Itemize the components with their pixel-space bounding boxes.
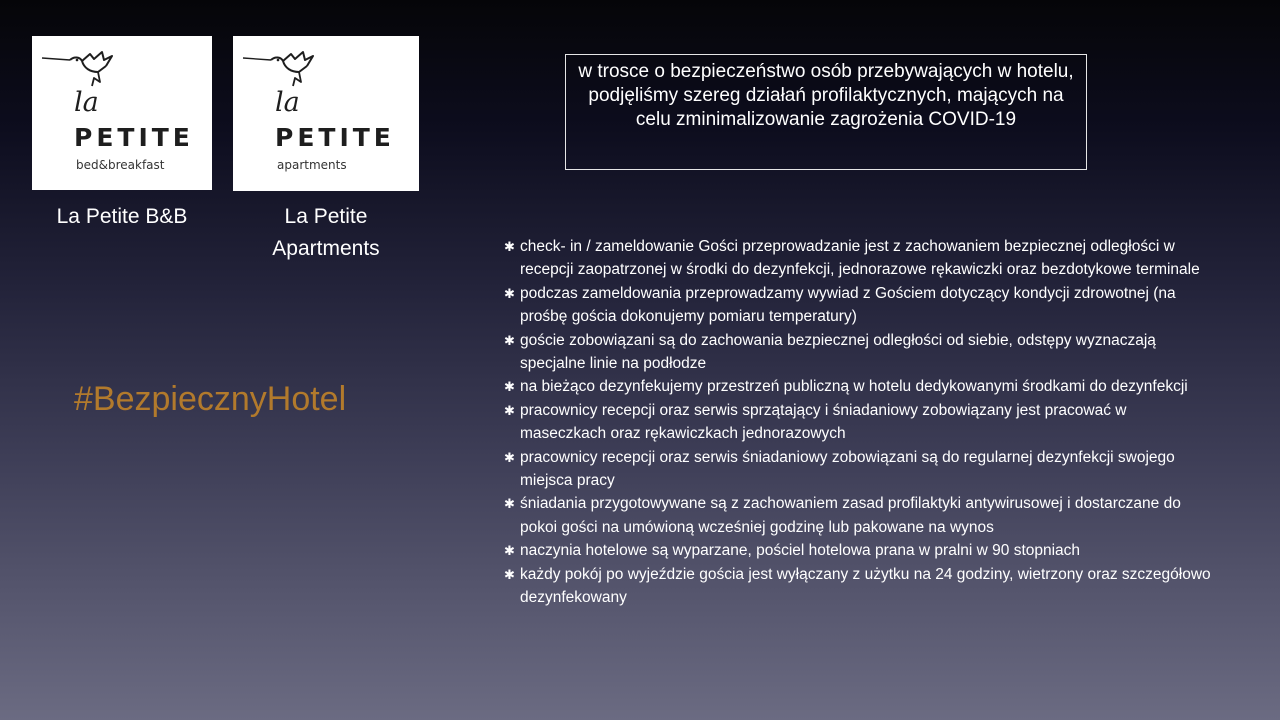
safety-measure-text: każdy pokój po wyjeździe gościa jest wyłączany z użytku na 24 godziny, wietrzony oraz szczegółowo dezynfekowany — [520, 565, 1211, 607]
safety-measure-text: śniadania przygotowywane są z zachowaniem zasad profilaktyki antywirusowej i dostarczane do pokoi gości na umówioną wcześniej godzinę lub pakowane na wynos — [520, 495, 1181, 536]
logo-subtitle: apartments — [277, 158, 347, 172]
safety-measure-item — [504, 492, 1216, 539]
asterisk-bullet-icon: ✱ — [504, 543, 515, 559]
safety-measure-text: pracownicy recepcji oraz serwis śniadaniowy zobowiązani są do regularnej dezynfekcji swojego miejsca pracy — [520, 448, 1175, 490]
caption-line: La Petite — [284, 205, 368, 228]
logo-la-petite-bb — [32, 36, 212, 190]
safety-measure-item — [504, 539, 1216, 562]
asterisk-bullet-icon: ✱ — [504, 496, 515, 512]
safety-measure-item — [504, 563, 1216, 610]
safety-measure-item — [504, 282, 1216, 329]
covid-notice-box: w trosce o bezpieczeństwo osób przebywających w hotelu, podjęliśmy szereg działań profilaktycznych, mających na celu zminimalizowanie zagrożenia COVID-19 — [565, 54, 1087, 170]
safety-measures-list — [504, 235, 1216, 610]
logo-subtitle: bed&breakfast — [76, 158, 165, 172]
asterisk-bullet-icon: ✱ — [504, 402, 515, 418]
logo-la-text: la — [74, 87, 99, 118]
asterisk-bullet-icon: ✱ — [504, 285, 515, 301]
asterisk-bullet-icon: ✱ — [504, 449, 515, 465]
safety-measure-item — [504, 399, 1216, 446]
safety-measure-item — [504, 235, 1216, 282]
caption-la-petite-apartments — [246, 201, 406, 265]
hummingbird-icon — [40, 50, 114, 90]
safety-measure-text: goście zobowiązani są do zachowania bezpiecznej odległości od siebie, odstępy wyznaczają specjalne linie na podłodze — [520, 331, 1156, 373]
safety-measure-item — [504, 375, 1216, 398]
safety-measure-item — [504, 446, 1216, 493]
caption-la-petite-bb: La Petite B&B — [56, 205, 188, 228]
safety-measure-text: check- in / zameldowanie Gości przeprowadzanie jest z zachowaniem bezpiecznej odległości w recepcji zaopatrzonej w środki do dezynfekcji, jednorazowe rękawiczki oraz bezdotykowe terminale — [520, 238, 1200, 279]
asterisk-bullet-icon: ✱ — [504, 566, 515, 582]
logo-la-petite-apartments — [233, 36, 419, 191]
safety-measure-text: pracownicy recepcji oraz serwis sprzątający i śniadaniowy zobowiązany jest pracować w maseczkach oraz rękawiczkach jednorazowych — [520, 401, 1127, 443]
logo-la-text: la — [275, 87, 300, 118]
hummingbird-icon — [241, 50, 315, 90]
safety-measure-item — [504, 329, 1216, 376]
asterisk-bullet-icon: ✱ — [504, 379, 515, 395]
logo-brand-text: PETITE — [275, 123, 395, 152]
asterisk-bullet-icon: ✱ — [504, 332, 515, 348]
asterisk-bullet-icon: ✱ — [504, 239, 515, 254]
safety-measure-text: podczas zameldowania przeprowadzamy wywiad z Gościem dotyczący kondycji zdrowotnej (na prośbę gościa dokonujemy pomiaru temperatury) — [520, 284, 1176, 326]
safety-measure-text: na bieżąco dezynfekujemy przestrzeń publiczną w hotelu dedykowanymi środkami do dezynfekcji — [520, 378, 1188, 396]
caption-line: Apartments — [272, 237, 380, 260]
logo-brand-text: PETITE — [74, 123, 194, 152]
safety-measure-text: naczynia hotelowe są wyparzane, pościel hotelowa prana w pralni w 90 stopniach — [520, 542, 1081, 560]
hashtag-bezpieczny-hotel: #BezpiecznyHotel — [74, 380, 347, 418]
